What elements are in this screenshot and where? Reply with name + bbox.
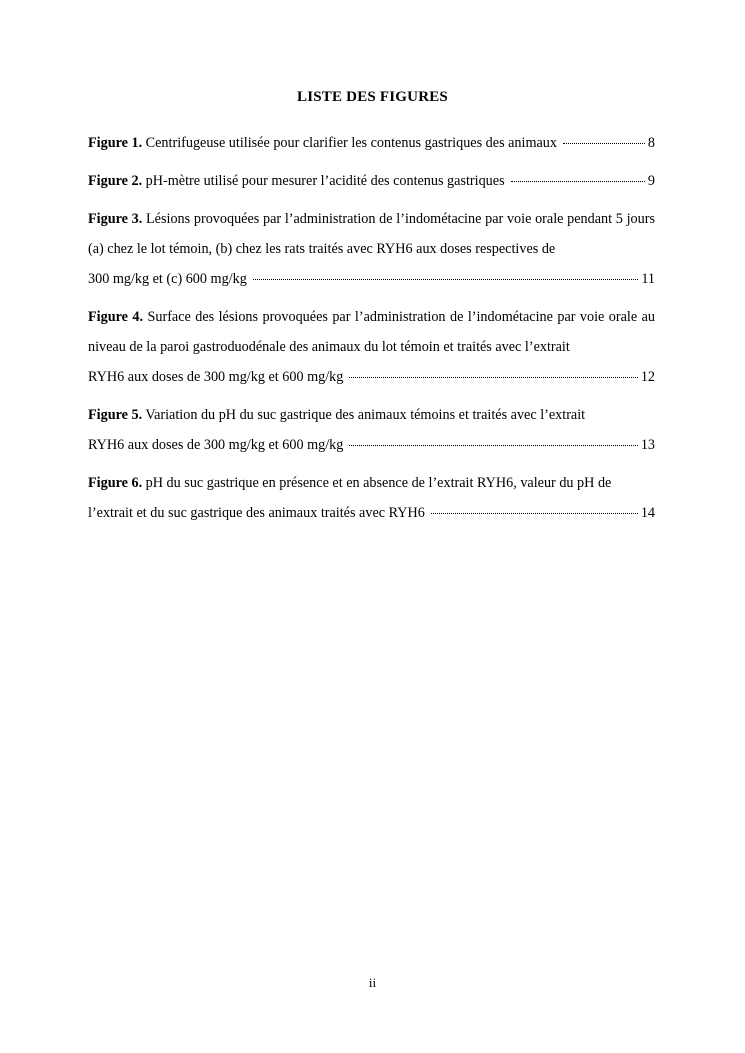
figure-page-number: 8 — [647, 135, 655, 151]
figure-caption-end: RYH6 aux doses de 300 mg/kg et 600 mg/kg — [88, 437, 344, 453]
dot-leader — [511, 181, 645, 182]
figure-caption-end: l’extrait et du suc gastrique des animaux traités avec RYH6 — [88, 505, 425, 521]
figure-label: Figure 6. — [88, 475, 143, 491]
dot-leader — [349, 445, 637, 446]
figure-caption-body — [88, 400, 655, 430]
figure-entry-line — [88, 430, 655, 460]
figure-entry-line — [88, 166, 655, 196]
figure-entry-3[interactable] — [88, 204, 655, 294]
figure-page-number: 12 — [640, 369, 655, 385]
figure-entry-line — [88, 498, 655, 528]
figure-label: Figure 5. — [88, 407, 143, 423]
figure-entry-1[interactable] — [88, 128, 655, 158]
figure-page-number: 13 — [640, 437, 655, 453]
figure-label: Figure 3. — [88, 211, 143, 227]
figure-entry-4[interactable] — [88, 302, 655, 392]
figure-caption-body — [88, 302, 655, 362]
figure-page-number: 14 — [640, 505, 655, 521]
figure-label: Figure 4. — [88, 309, 144, 325]
figure-entry-line — [88, 264, 655, 294]
dot-leader — [349, 377, 637, 378]
figure-caption: Surface des lésions provoquées par l’administration de l’indométacine par voie orale au niveau de la paroi gastroduodénale des animaux du lot témoin et traités avec l’extrait — [88, 309, 655, 355]
figure-caption-body — [88, 204, 655, 264]
figure-caption: Lésions provoquées par l’administration de l’indométacine par voie orale pendant 5 jours (a) chez le lot témoin, (b) chez les rats traités avec RYH6 aux doses respectives de — [88, 211, 655, 257]
figure-caption-body — [88, 468, 655, 498]
figure-entry-6[interactable] — [88, 468, 655, 528]
figure-caption-end: 300 mg/kg et (c) 600 mg/kg — [88, 271, 247, 287]
figure-caption-end: RYH6 aux doses de 300 mg/kg et 600 mg/kg — [88, 369, 344, 385]
figure-entry-line — [88, 128, 655, 158]
figure-label: Figure 2. — [88, 173, 143, 189]
dot-leader — [253, 279, 639, 280]
page-title: LISTE DES FIGURES — [297, 89, 448, 105]
figure-label: Figure 1. — [88, 135, 143, 151]
figure-entry-line — [88, 362, 655, 392]
page-number: ii — [368, 975, 377, 990]
figure-caption: pH du suc gastrique en présence et en absence de l’extrait RYH6, valeur du pH de — [142, 475, 612, 491]
figure-caption: Centrifugeuse utilisée pour clarifier les contenus gastriques des animaux — [142, 135, 557, 151]
dot-leader — [431, 513, 638, 514]
figure-list — [88, 128, 655, 528]
figure-page-number: 11 — [641, 271, 655, 287]
figure-entry-5[interactable] — [88, 400, 655, 460]
figure-entry-2[interactable] — [88, 166, 655, 196]
dot-leader — [563, 143, 645, 144]
figure-page-number: 9 — [647, 173, 655, 189]
figure-caption: Variation du pH du suc gastrique des animaux témoins et traités avec l’extrait — [142, 407, 586, 423]
figure-caption: pH-mètre utilisé pour mesurer l’acidité des contenus gastriques — [142, 173, 505, 189]
